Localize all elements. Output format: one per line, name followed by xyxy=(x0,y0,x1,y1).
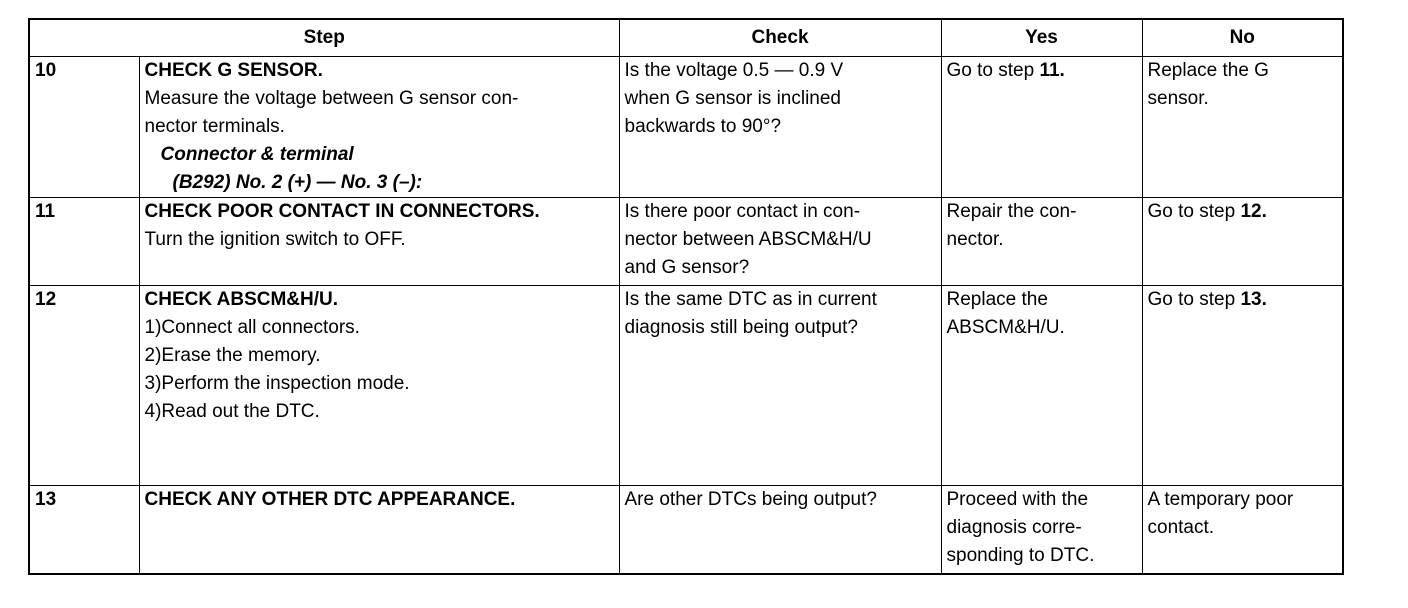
no-text: Go to step xyxy=(1147,201,1241,222)
yes-text: sponding to DTC. xyxy=(946,545,1095,566)
no-cell xyxy=(1142,198,1343,286)
check-text: and G sensor? xyxy=(624,257,750,278)
no-text: sensor. xyxy=(1147,88,1209,109)
yes-text: Replace the xyxy=(946,289,1048,310)
header-step: Step xyxy=(29,19,619,57)
step-cell xyxy=(139,198,619,286)
step-title: CHECK ANY OTHER DTC APPEARANCE. xyxy=(144,489,516,510)
step-number: 10 xyxy=(29,57,139,198)
yes-cell xyxy=(941,198,1142,286)
check-text: Are other DTCs being output? xyxy=(624,489,877,510)
no-text: Replace the G xyxy=(1147,60,1269,81)
no-text: Go to step xyxy=(1147,289,1241,310)
step-text: 4)Read out the DTC. xyxy=(144,401,320,422)
no-cell xyxy=(1142,486,1343,574)
yes-text: ABSCM&H/U. xyxy=(946,317,1065,338)
step-text: Measure the voltage between G sensor con- xyxy=(144,88,519,109)
step-title: CHECK POOR CONTACT IN CONNECTORS. xyxy=(144,201,540,222)
check-text: Is the voltage 0.5 — 0.9 V xyxy=(624,60,844,81)
yes-text: nector. xyxy=(946,229,1004,250)
header-check: Check xyxy=(619,19,941,57)
yes-cell xyxy=(941,286,1142,486)
table-row xyxy=(29,486,1343,574)
step-cell xyxy=(139,486,619,574)
yes-text: Repair the con- xyxy=(946,201,1077,222)
check-text: when G sensor is inclined xyxy=(624,88,841,109)
table-row xyxy=(29,57,1343,198)
step-text: 1)Connect all connectors. xyxy=(144,317,360,338)
yes-text: Proceed with the xyxy=(946,489,1089,510)
step-text: Turn the ignition switch to OFF. xyxy=(144,229,406,250)
check-cell xyxy=(619,286,941,486)
no-step-ref: 13. xyxy=(1240,289,1267,310)
header-no: No xyxy=(1142,19,1343,57)
step-title: CHECK G SENSOR. xyxy=(144,60,323,81)
yes-text: diagnosis corre- xyxy=(946,517,1082,538)
check-cell xyxy=(619,57,941,198)
yes-step-ref: 11. xyxy=(1039,60,1065,81)
step-cell xyxy=(139,57,619,198)
check-text: Is the same DTC as in current xyxy=(624,289,877,310)
step-number: 13 xyxy=(29,486,139,574)
check-text: diagnosis still being output? xyxy=(624,317,858,338)
step-text: nector terminals. xyxy=(144,116,285,137)
check-cell xyxy=(619,486,941,574)
table-row xyxy=(29,198,1343,286)
table-row xyxy=(29,286,1343,486)
step-cell xyxy=(139,286,619,486)
step-number: 12 xyxy=(29,286,139,486)
no-cell xyxy=(1142,286,1343,486)
table-header-row xyxy=(29,19,1343,57)
step-text: 3)Perform the inspection mode. xyxy=(144,373,410,394)
check-cell xyxy=(619,198,941,286)
no-step-ref: 12. xyxy=(1240,201,1267,222)
yes-text: Go to step xyxy=(946,60,1040,81)
header-yes: Yes xyxy=(941,19,1142,57)
diagnostic-table xyxy=(28,18,1344,575)
step-number: 11 xyxy=(29,198,139,286)
no-cell xyxy=(1142,57,1343,198)
step-subdetail: (B292) No. 2 (+) — No. 3 (–): xyxy=(172,172,423,193)
check-text: Is there poor contact in con- xyxy=(624,201,861,222)
step-text: 2)Erase the memory. xyxy=(144,345,321,366)
yes-cell xyxy=(941,486,1142,574)
step-subheading: Connector & terminal xyxy=(160,144,354,165)
check-text: nector between ABSCM&H/U xyxy=(624,229,872,250)
step-title: CHECK ABSCM&H/U. xyxy=(144,289,339,310)
yes-cell xyxy=(941,57,1142,198)
no-text: A temporary poor xyxy=(1147,489,1294,510)
check-text: backwards to 90°? xyxy=(624,116,782,137)
no-text: contact. xyxy=(1147,517,1215,538)
